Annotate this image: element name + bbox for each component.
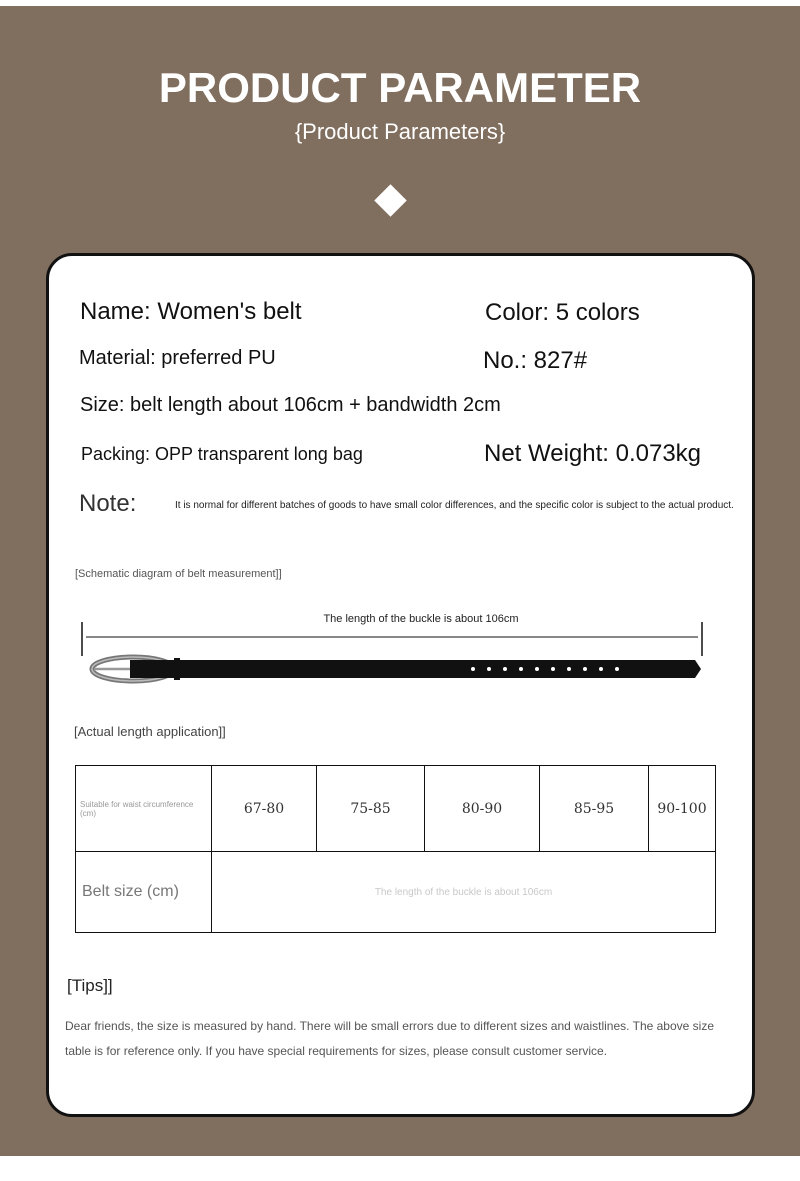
belt-diagram xyxy=(70,610,710,690)
tips-label: [Tips]] xyxy=(67,976,113,995)
belt-hole xyxy=(551,667,555,671)
param-material: Material: preferred PU xyxy=(79,347,276,369)
application-caption: [Actual length application]] xyxy=(74,724,226,739)
size-table xyxy=(75,765,716,933)
tips-text: Dear friends, the size is measured by hand. There will be small errors due to different sizes and waistlines. The above size table is for reference only. If you have special requirements for sizes, please consult customer service. xyxy=(65,1019,714,1058)
note-label: Note: xyxy=(79,490,137,517)
belt-size-value-cell: The length of the buckle is about 106cm xyxy=(212,852,716,933)
param-packing: Packing: OPP transparent long bag xyxy=(81,444,363,464)
diagram-caption: [Schematic diagram of belt measurement]] xyxy=(75,568,282,580)
belt-hole xyxy=(567,667,571,671)
belt-hole xyxy=(535,667,539,671)
param-size: Size: belt length about 106cm + bandwidth 2cm xyxy=(80,394,501,416)
range-cell: 85-95 xyxy=(540,766,649,852)
belt-hole xyxy=(615,667,619,671)
param-name: Name: Women's belt xyxy=(80,298,302,325)
param-number: No.: 827# xyxy=(483,347,588,374)
range-cell: 80-90 xyxy=(425,766,540,852)
range-cell: 67-80 xyxy=(212,766,317,852)
range-cell: 75-85 xyxy=(317,766,425,852)
table-row xyxy=(76,766,716,852)
length-label: The length of the buckle is about 106cm xyxy=(323,613,519,625)
belt-size-label-cell: Belt size (cm) xyxy=(76,852,212,933)
belt-hole xyxy=(471,667,475,671)
belt-hole xyxy=(599,667,603,671)
param-color: Color: 5 colors xyxy=(485,299,640,326)
belt-hole xyxy=(487,667,491,671)
page-title: PRODUCT PARAMETER xyxy=(158,64,642,111)
belt-strap xyxy=(178,660,701,678)
table-row xyxy=(76,852,716,933)
belt-hole xyxy=(503,667,507,671)
page-subtitle: {Product Parameters} xyxy=(294,119,506,144)
belt-hole xyxy=(519,667,523,671)
belt-hole xyxy=(583,667,587,671)
range-cell: 90-100 xyxy=(649,766,716,852)
waist-label-cell: Suitable for waist circumference (cm) xyxy=(76,766,212,852)
note-text: It is normal for different batches of goods to have small color differences, and the specific color is subject to the actual product. xyxy=(175,500,734,511)
param-weight: Net Weight: 0.073kg xyxy=(484,440,702,467)
